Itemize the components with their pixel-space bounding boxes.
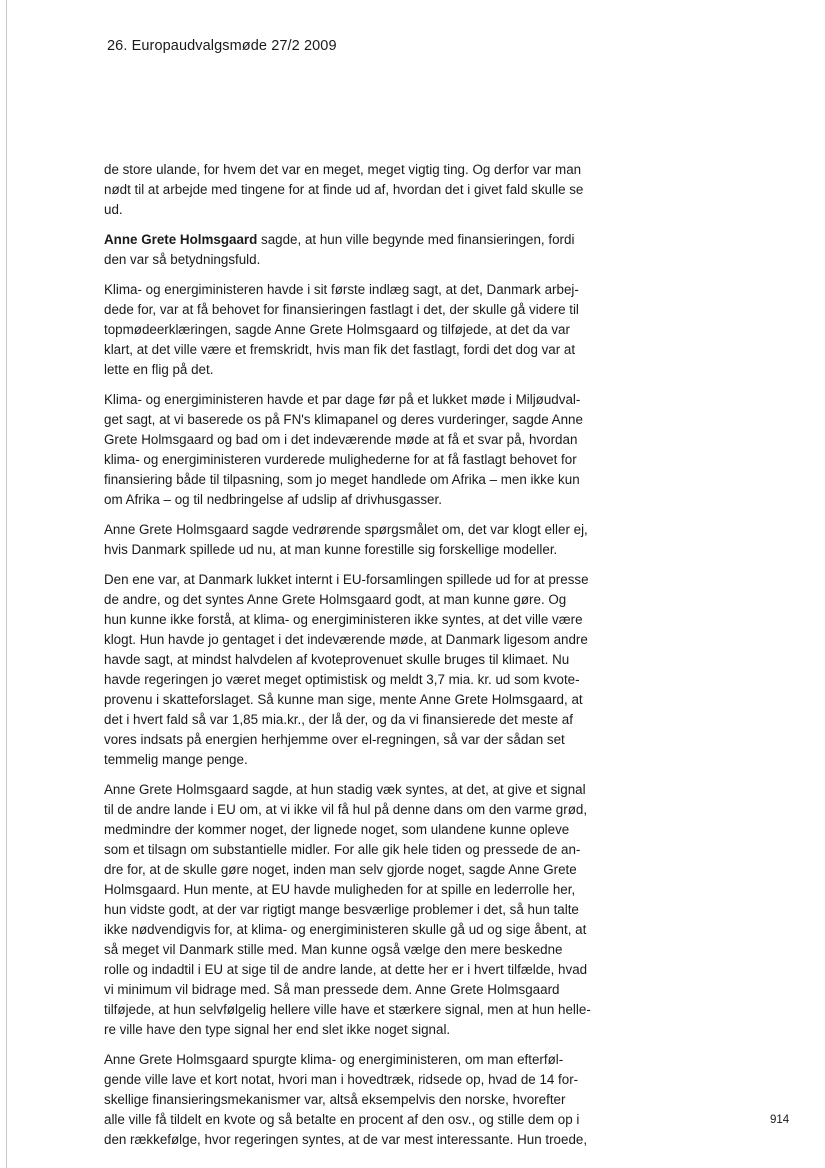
paragraph — [104, 780, 591, 1040]
paragraph — [104, 160, 588, 220]
text-line: Anne Grete Holmsgaard sagde vedrørende spørgsmålet om, det var klogt eller ej, — [104, 522, 588, 537]
text-line: vores indsats på energien herhjemme over el-regningen, så var der sådan set — [104, 732, 565, 747]
text-line-content: sagde, at hun ville begynde med finansieringen, fordi — [257, 232, 575, 247]
paragraph — [104, 390, 588, 510]
paragraph — [104, 520, 588, 560]
text-line: tilføjede, at hun selvfølgelig hellere ville have et stærkere signal, men at hun helle- — [104, 1002, 591, 1017]
text-line: Klima- og energiministeren havde et par dage før på et lukket møde i Miljøudval- — [104, 392, 581, 407]
text-line: de andre, og det syntes Anne Grete Holmsgaard godt, at man kunne gøre. Og — [104, 592, 567, 607]
text-line: Holmsgaard. Hun mente, at EU havde muligheden for at spille en lederrolle her, — [104, 882, 576, 897]
text-line: hun kunne ikke forstå, at klima- og energiministeren ikke syntes, at det ville være — [104, 612, 583, 627]
text-line: provenu i skatteforslaget. Så kunne man sige, mente Anne Grete Holmsgaard, at — [104, 692, 583, 707]
text-line: det i hvert fald så var 1,85 mia.kr., der lå der, og da vi finansierede det meste af — [104, 712, 573, 727]
text-line: lette en flig på det. — [104, 362, 214, 377]
text-line: ud. — [104, 202, 123, 217]
text-line: finansiering både til tilpasning, som jo meget handlede om Afrika – men ikke kun — [104, 472, 580, 487]
text-line: Anne Grete Holmsgaard sagde, at hun stadig væk syntes, at det, at give et signal — [104, 782, 586, 797]
text-line: hvis Danmark spillede ud nu, at man kunne forestille sig forskellige modeller. — [104, 542, 558, 557]
text-line: til de andre lande i EU om, at vi ikke vil få hul på denne dans om den varme grød, — [104, 802, 588, 817]
text-line: get sagt, at vi baserede os på FN's klimapanel og deres vurderinger, sagde Anne — [104, 412, 583, 427]
text-line: så meget vil Danmark stille med. Man kunne også vælge den mere beskedne — [104, 942, 563, 957]
text-line: om Afrika – og til nedbringelse af udslip af drivhusgasser. — [104, 492, 442, 507]
text-line: gende ville lave et kort notat, hvori man i hovedtræk, ridsede op, hvad de 14 for- — [104, 1072, 579, 1087]
text-line: klima- og energiministeren vurderede mulighederne for at få fastlagt behovet for — [104, 452, 577, 467]
text-line: Den ene var, at Danmark lukket internt i EU-forsamlingen spillede ud for at presse — [104, 572, 589, 587]
text-line: hun vidste godt, at der var rigtigt mange besværlige problemer i det, så hun talte — [104, 902, 579, 917]
text-line: Grete Holmsgaard og bad om i det indeværende møde at få et svar på, hvordan — [104, 432, 578, 447]
text-line: havde regeringen jo været meget optimistisk og meldt 3,7 mia. kr. ud som kvote- — [104, 672, 580, 687]
text-line: den var så betydningsfuld. — [104, 252, 261, 267]
paragraph — [104, 1050, 588, 1150]
text-line: skellige finansieringsmekanismer var, altså eksempelvis den norske, hvorefter — [104, 1092, 566, 1107]
text-line: vi minimum vil bidrage med. Så man pressede dem. Anne Grete Holmsgaard — [104, 982, 560, 997]
speaker-name: Anne Grete Holmsgaard — [104, 232, 258, 247]
text-line: alle ville få tildelt en kvote og så betalte en procent af den osv., og stille dem op i — [104, 1112, 580, 1127]
text-line: klart, at det ville være et fremskridt, hvis man fik det fastlagt, fordi det dog var at — [104, 342, 576, 357]
text-line: rolle og indadtil i EU at sige til de andre lande, at dette her er i hvert tilfælde, hvad — [104, 962, 588, 977]
text-line: ikke nødvendigvis for, at klima- og energiministeren skulle gå ud og sige åbent, at — [104, 922, 587, 937]
paragraph — [104, 230, 588, 270]
document-body — [104, 160, 591, 1160]
text-line — [104, 230, 588, 250]
text-line: Anne Grete Holmsgaard spurgte klima- og energiministeren, om man efterføl- — [104, 1052, 564, 1067]
text-line: klogt. Hun havde jo gentaget i det indeværende møde, at Danmark ligesom andre — [104, 632, 588, 647]
page-edge-line — [6, 0, 7, 1168]
paragraph — [104, 570, 588, 770]
text-line: medmindre der kommer noget, der lignede noget, som ulandene kunne opleve — [104, 822, 570, 837]
text-line: temmelig mange penge. — [104, 752, 248, 767]
text-line: som et tilsagn om substantielle midler. For alle gik hele tiden og pressede de an- — [104, 842, 581, 857]
text-line: havde sagt, at mindst halvdelen af kvoteprovenuet skulle bruges til klimaet. Nu — [104, 652, 570, 667]
text-line: Klima- og energiministeren havde i sit første indlæg sagt, at det, Danmark arbej- — [104, 282, 579, 297]
text-line: topmødeerklæringen, sagde Anne Grete Holmsgaard og tilføjede, at det da var — [104, 322, 570, 337]
page-header: 26. Europaudvalgsmøde 27/2 2009 — [107, 38, 337, 54]
text-line: re ville have den type signal her end slet ikke noget signal. — [104, 1022, 451, 1037]
text-line: den rækkefølge, hvor regeringen syntes, at de var mest interessante. Hun troede, — [104, 1132, 588, 1147]
text-line: dre for, at de skulle gøre noget, inden man selv gjorde noget, sagde Anne Grete — [104, 862, 577, 877]
page-number: 914 — [770, 1114, 790, 1126]
paragraph — [104, 280, 588, 380]
text-line: nødt til at arbejde med tingene for at finde ud af, hvordan det i givet fald skulle se — [104, 182, 584, 197]
text-line: dede for, var at få behovet for finansieringen fastlagt i det, der skulle gå videre til — [104, 302, 579, 317]
text-line: de store ulande, for hvem det var en meget, meget vigtig ting. Og derfor var man — [104, 162, 582, 177]
